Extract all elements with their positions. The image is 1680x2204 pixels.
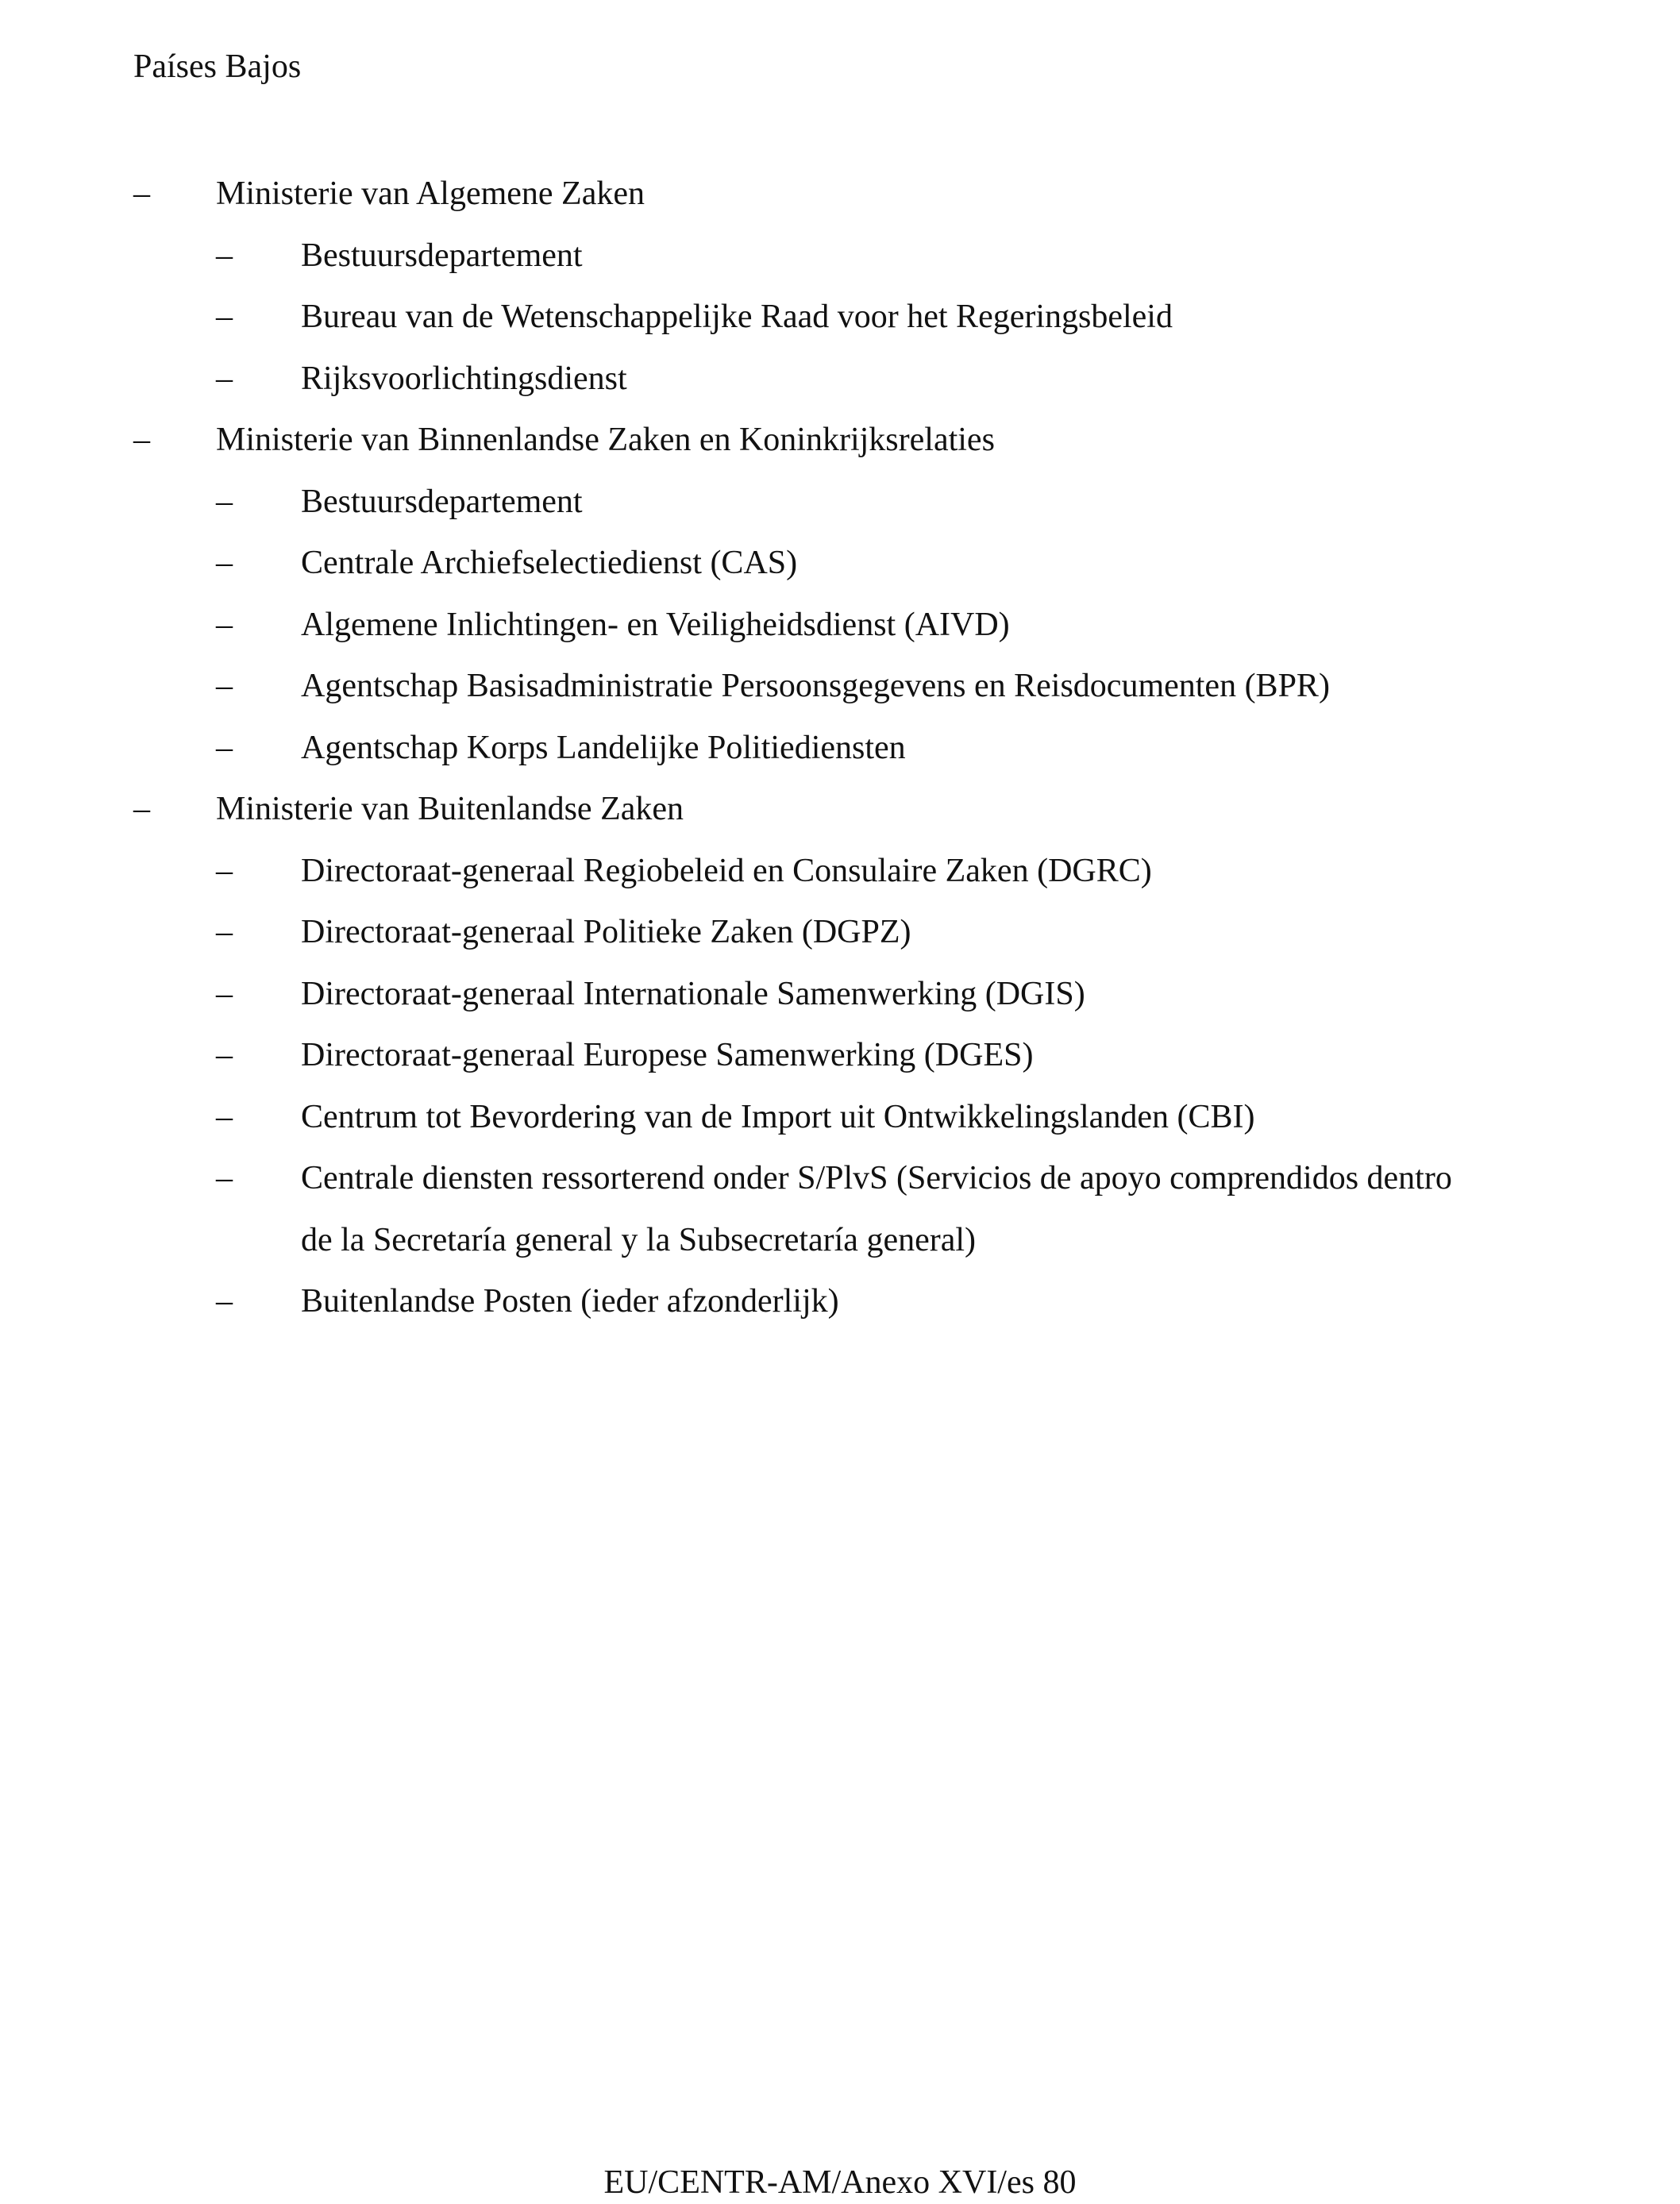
- list-item-text: Algemene Inlichtingen- en Veiligheidsdienst (AIVD): [301, 606, 1010, 643]
- list-dash: –: [216, 729, 233, 766]
- list-item: [0, 349, 1680, 410]
- list-item: [0, 902, 1680, 964]
- list-item-text: Directoraat-generaal Regiobeleid en Consulaire Zaken (DGRC): [301, 852, 1152, 889]
- list-dash: –: [216, 1283, 233, 1320]
- list-item: [0, 841, 1680, 903]
- list-item-text: Directoraat-generaal Politieke Zaken (DGPZ): [301, 914, 911, 950]
- list-item-text: Directoraat-generaal Europese Samenwerking (DGES): [301, 1037, 1034, 1073]
- list-item: [0, 533, 1680, 595]
- list-item: [0, 1025, 1680, 1087]
- list-dash: –: [216, 299, 233, 335]
- list-item-line: de la Secretaría general y la Subsecretaría general): [301, 1221, 977, 1258]
- list-item-text: Ministerie van Buitenlandse Zaken: [216, 791, 684, 827]
- list-item-line: Centrale diensten ressorterend onder S/PlvS (Servicios de apoyo comprendidos dentro: [301, 1160, 1452, 1196]
- list-dash: –: [216, 975, 233, 1012]
- entity-list: [0, 164, 1680, 1333]
- list-dash: –: [216, 1098, 233, 1135]
- list-item-text: Centrum tot Bevordering van de Import uit Ontwikkelingslanden (CBI): [301, 1098, 1255, 1135]
- list-dash: –: [216, 483, 233, 520]
- list-item-text: Bureau van de Wetenschappelijke Raad voor het Regeringsbeleid: [301, 299, 1173, 335]
- list-item: [0, 1087, 1680, 1149]
- list-dash: –: [133, 422, 150, 458]
- list-item-text: Directoraat-generaal Internationale Samenwerking (DGIS): [301, 975, 1085, 1012]
- list-dash: –: [216, 545, 233, 581]
- list-dash: –: [216, 852, 233, 889]
- list-item-text: Centrale Archiefselectiedienst (CAS): [301, 545, 798, 581]
- list-item: [0, 656, 1680, 718]
- list-dash: –: [216, 1160, 233, 1196]
- list-item: [0, 287, 1680, 349]
- list-item-text: Ministerie van Algemene Zaken: [216, 175, 645, 212]
- list-dash: –: [216, 914, 233, 950]
- list-item-text: Agentschap Korps Landelijke Politiediensten: [301, 729, 906, 766]
- list-dash: –: [216, 360, 233, 397]
- list-item: [0, 779, 1680, 841]
- page-footer-reference: EU/CENTR-AM/Anexo XVI/es 80: [603, 2164, 1077, 2201]
- list-item: [0, 718, 1680, 780]
- list-dash: –: [133, 791, 150, 827]
- list-item: [0, 1148, 1680, 1271]
- list-dash: –: [216, 237, 233, 274]
- list-item-text: Bestuursdepartement: [301, 483, 583, 520]
- list-item-text: Bestuursdepartement: [301, 237, 583, 274]
- country-heading: Países Bajos: [133, 48, 302, 85]
- list-dash: –: [216, 1037, 233, 1073]
- list-item-text: Buitenlandse Posten (ieder afzonderlijk): [301, 1283, 839, 1320]
- list-item-text: Rijksvoorlichtingsdienst: [301, 360, 627, 397]
- list-item-text: Ministerie van Binnenlandse Zaken en Koninkrijksrelaties: [216, 422, 995, 458]
- list-dash: –: [216, 606, 233, 643]
- list-item: [0, 472, 1680, 534]
- list-dash: –: [133, 175, 150, 212]
- list-item: [0, 225, 1680, 287]
- list-dash: –: [216, 668, 233, 704]
- list-item: [0, 964, 1680, 1026]
- list-item-text: Agentschap Basisadministratie Persoonsgegevens en Reisdocumenten (BPR): [301, 668, 1330, 704]
- list-item: [0, 595, 1680, 657]
- list-item-text: [301, 1148, 1452, 1271]
- list-item: [0, 164, 1680, 225]
- list-item: [0, 1271, 1680, 1333]
- list-item: [0, 410, 1680, 472]
